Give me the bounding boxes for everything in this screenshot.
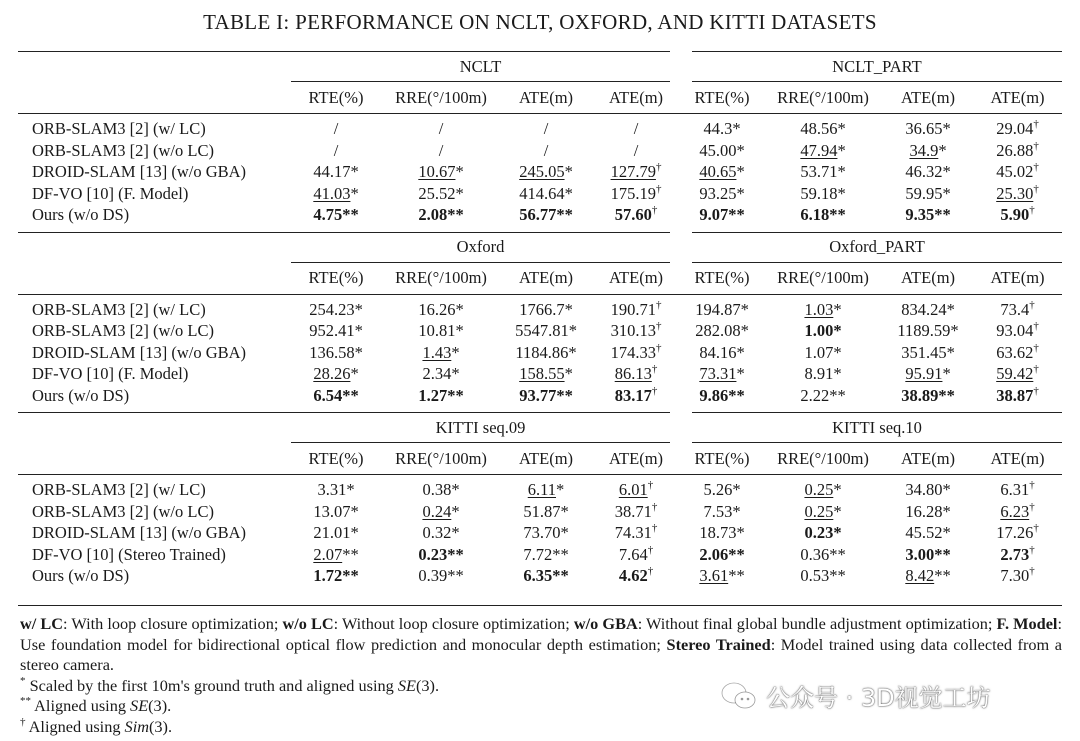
table-cell: 45.00* [699,140,745,160]
table-notes [20,614,1062,737]
table-row [18,320,1062,342]
wechat-logo-icon [720,681,758,711]
table-cell: 73.31* [699,364,745,383]
column-header: RTE(%) [308,87,364,107]
table-cell: 44.17* [313,162,359,181]
table-cell: 1.07* [804,342,842,362]
table-cell: 47.94* [800,140,846,160]
column-header: RRE(°/100m) [395,268,487,288]
definition-text: : Use foundation model for bidirectional optical flow prediction and monocular depth estimation; [20,614,1062,654]
table-cell: 1184.86* [515,342,577,362]
table-cell: 38.71† [614,500,658,521]
table-cell: 0.38* [381,475,501,501]
table-cell: 7.72** [523,544,569,564]
table-cell: 2.34* [422,364,460,383]
table-cell: 136.58* [309,342,363,362]
table-cell: 5.26* [681,475,763,501]
definition-text: : Without loop closure optimization; [333,614,574,633]
table-cell: 351.45* [901,342,955,362]
column-header: RRE(°/100m) [395,87,487,107]
table-cell: 2.73† [1000,543,1035,564]
definition-text: : Without final global bundle adjustment optimization; [637,614,997,633]
table-cell: 7.30† [1000,565,1035,585]
table-cell: 93.04† [996,320,1039,340]
table-cell: 73.4† [973,294,1062,320]
table-cell: 3.61** [699,566,745,585]
table-cell: 2.07** [313,544,359,564]
table-cell: 53.71* [800,162,846,181]
table-cell: 0.32* [422,523,460,542]
table-cell: 25.30† [996,182,1039,203]
group-label-right: KITTI seq.10 [681,413,1062,443]
table-row [18,294,1062,320]
table-cell: / [381,114,501,140]
definition-term: w/o LC [282,614,334,633]
table-cell: 16.28* [905,501,951,521]
table-cell: / [438,140,444,160]
method-label: DF-VO [10] (Stereo Trained) [32,544,226,564]
table-cell: 245.05* [519,162,573,181]
table-cell: 26.88† [996,139,1039,160]
table-cell: 2.08** [418,205,464,224]
table-cell: 834.24* [883,294,973,320]
table-cell: 8.42** [905,566,951,585]
table-cell: / [591,114,681,140]
method-label: DROID-SLAM [13] (w/o GBA) [32,342,247,362]
table-row [18,161,1062,183]
method-label: ORB-SLAM3 [2] (w/o LC) [32,140,214,160]
table-cell: 38.87† [996,384,1039,405]
table-cell: 13.07* [313,501,359,521]
footnote: * Scaled by the first 10m's ground truth and aligned using SE(3). [20,674,440,695]
table-cell: 45.52* [905,523,951,542]
table-cell: 9.07** [699,205,745,224]
column-header: RTE(%) [308,268,364,288]
column-header: ATE(m) [900,87,956,107]
table-cell: 51.87* [523,501,569,521]
table-bottom-rule [18,605,1062,606]
table-cell: 3.31* [291,475,381,501]
footnote: ** Aligned using SE(3). [20,695,172,715]
definition-term: w/ LC [20,614,64,633]
column-header: RRE(°/100m) [777,448,869,468]
table-cell: 63.62† [996,341,1039,362]
table-row [18,342,1062,364]
table-cell: 16.26* [381,294,501,320]
table-cell: 1189.59* [897,321,959,340]
table-cell: 59.95* [905,183,951,203]
table-cell: 4.62† [618,565,654,585]
method-label: DROID-SLAM [13] (w/o GBA) [32,162,247,181]
table-cell: 57.60† [614,204,658,224]
table-cell: 34.80* [883,475,973,501]
table-cell: 1.72** [313,566,359,585]
table-cell: 194.87* [681,294,763,320]
abbreviation-definitions [20,614,1062,676]
table-cell: 0.36** [800,544,846,564]
definition-term: w/o GBA [573,614,638,633]
table-cell: / [543,140,549,160]
table-cell: 1766.7* [501,294,591,320]
table-row [18,544,1062,566]
column-header: ATE(m) [608,87,664,107]
table-cell: 174.33† [610,341,662,362]
table-cell: 6.18** [800,205,846,224]
method-label: ORB-SLAM3 [2] (w/o LC) [32,501,214,521]
table-cell: 0.25* [763,475,883,501]
group-header-row [18,413,1062,443]
table-cell: 29.04† [973,114,1062,140]
table-cell: 10.67* [418,162,464,181]
table-cell: 6.31† [973,475,1062,501]
math-symbol: SE [130,696,149,715]
group-label-right: NCLT_PART [681,52,1062,82]
table-cell: / [333,140,339,160]
table-cell: 59.42† [996,363,1039,383]
table-cell: 3.00** [905,544,951,564]
column-header: RTE(%) [694,448,750,468]
group-label-left: KITTI seq.09 [291,413,681,443]
table-cell: 46.32* [905,162,951,181]
table-cell: / [633,140,639,160]
method-label: ORB-SLAM3 [2] (w/ LC) [18,294,291,320]
table-cell: 6.23† [1000,500,1035,521]
definition-term: Stereo Trained [666,634,771,654]
table-row [18,565,1062,593]
table-cell: 175.19† [610,182,662,203]
table-cell: 6.35** [523,566,569,585]
table-cell: 83.17† [614,384,658,405]
table-cell: 6.01† [591,475,681,501]
table-cell: 56.77** [519,205,573,224]
table-cell: 0.23** [418,544,464,564]
group-label-right: Oxford_PART [681,232,1062,262]
method-label: ORB-SLAM3 [2] (w/o LC) [32,321,214,340]
table-cell: 0.53** [800,566,846,585]
column-header: ATE(m) [518,87,574,107]
table-cell: 0.25* [804,501,842,521]
definition-term: F. Model [996,614,1058,633]
method-label: DROID-SLAM [13] (w/o GBA) [32,523,247,542]
column-header: RTE(%) [694,87,750,107]
footnote-mark: * [20,674,26,687]
table-cell: 4.75** [313,205,359,224]
math-symbol: SE [397,675,416,695]
definition-text: : With loop closure optimization; [63,614,283,633]
watermark [720,678,991,713]
table-cell: 6.54** [313,385,359,405]
table-cell: 40.65* [699,162,745,181]
column-header: RRE(°/100m) [777,268,869,288]
method-label: Ours (w/o DS) [32,205,130,224]
column-header-row [18,262,1062,294]
footnote: † Aligned using Sim(3). [20,715,173,736]
table-cell: 73.70* [523,523,569,542]
table-cell: 254.23* [291,294,381,320]
definition-text: : Model trained using data collected from a stereo camera. [20,634,1062,674]
table-cell: 310.13† [610,320,662,340]
method-label: ORB-SLAM3 [2] (w/ LC) [18,475,291,501]
table-cell: 41.03* [313,183,359,203]
table-row [18,183,1062,205]
method-label: Ours (w/o DS) [32,385,130,405]
table-title: TABLE I: PERFORMANCE ON NCLT, OXFORD, AND KITTI DATASETS [203,10,877,34]
table-row [18,475,1062,501]
table-cell: / [291,114,381,140]
table-cell: 95.91* [905,364,951,383]
table-cell: 8.91* [804,364,842,383]
table-cell: 45.02† [996,161,1039,181]
column-header: ATE(m) [900,448,956,468]
table-cell: 158.55* [519,364,573,383]
column-header: ATE(m) [900,268,956,288]
table-cell: 44.3* [681,114,763,140]
table-cell: 127.79† [610,161,662,181]
table-cell: 34.9* [909,140,947,160]
method-label: DF-VO [10] (F. Model) [32,183,189,203]
group-label-left: Oxford [291,232,681,262]
column-header: ATE(m) [990,268,1045,288]
table-cell: 1.00* [804,321,842,340]
method-label: DF-VO [10] (F. Model) [32,364,189,383]
table-cell: 1.27** [418,385,464,405]
table-row [18,363,1062,385]
table-row [18,501,1062,523]
column-header: ATE(m) [990,448,1045,468]
column-header: ATE(m) [990,87,1045,107]
table-cell: 1.43* [422,342,460,362]
column-header: RRE(°/100m) [395,448,487,468]
footnote-mark: † [20,715,26,728]
column-header: ATE(m) [518,448,574,468]
table-cell: 48.56* [763,114,883,140]
table-cell: 6.11* [501,475,591,501]
table-row [18,140,1062,162]
table-cell: 93.25* [699,183,745,203]
group-label-left: NCLT [291,52,681,82]
table-cell: 18.73* [699,523,745,542]
group-header-row [18,232,1062,262]
table-row [18,204,1062,232]
table-cell: 25.52* [418,183,464,203]
table-cell: 0.23* [804,523,842,542]
table-cell: 84.16* [699,342,745,362]
table-cell: 36.65* [883,114,973,140]
table-cell: 2.06** [699,544,745,564]
method-label: ORB-SLAM3 [2] (w/ LC) [18,114,291,140]
table-cell: 5.90† [1000,204,1035,224]
table-cell: 59.18* [800,183,846,203]
table-cell: 0.39** [418,566,464,585]
column-header-row [18,443,1062,475]
table-cell: 2.22** [800,385,846,405]
table-row [18,385,1062,413]
table-cell: 1.03* [763,294,883,320]
table-cell: 5547.81* [515,321,577,340]
performance-table [18,51,1062,593]
column-header-row [18,82,1062,114]
table-cell: 93.77** [519,385,573,405]
column-header: RTE(%) [694,268,750,288]
table-row [18,522,1062,544]
table-cell: 86.13† [614,363,658,383]
table-cell: 21.01* [313,523,359,542]
column-header: ATE(m) [608,448,664,468]
group-header-row [18,52,1062,82]
method-label: Ours (w/o DS) [32,566,130,585]
table-cell: 9.35** [905,205,951,224]
table-cell: 7.64† [618,543,654,564]
table-cell: / [501,114,591,140]
table-cell: 10.81* [418,321,464,340]
watermark-text: 公众号 · 3D视觉工坊 [766,684,991,712]
column-header: RRE(°/100m) [777,87,869,107]
table-cell: 414.64* [519,183,573,203]
column-header: ATE(m) [608,268,664,288]
table-cell: 28.26* [313,364,359,383]
column-header: ATE(m) [518,268,574,288]
table-cell: 0.24* [422,501,460,521]
column-header: RTE(%) [308,448,364,468]
math-symbol: Sim [124,716,149,736]
footnote-mark: ** [20,695,31,707]
table-cell: 74.31† [614,522,658,542]
table-cell: 17.26† [996,522,1039,542]
table-cell: 7.53* [703,501,741,521]
table-cell: 190.71† [591,294,681,320]
table-cell: 38.89** [901,385,955,405]
table-row [18,114,1062,140]
table-cell: 282.08* [695,321,749,340]
table-cell: 952.41* [309,321,363,340]
table-cell: 9.86** [699,385,745,405]
